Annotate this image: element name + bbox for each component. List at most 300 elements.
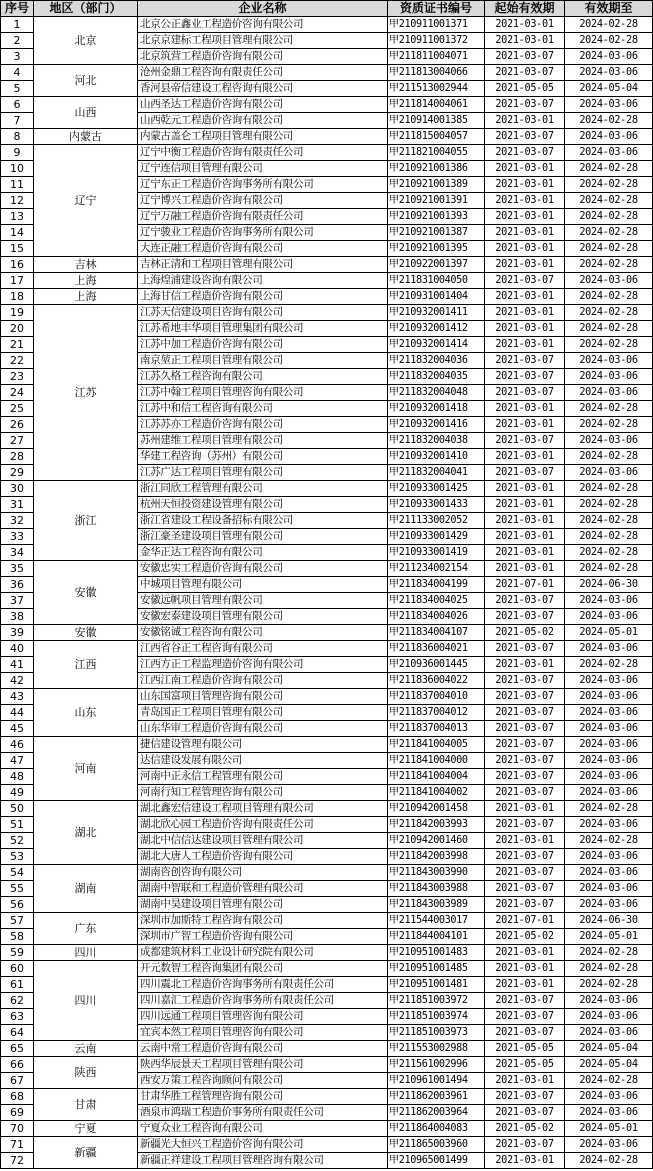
serial-cell: 43 — [1, 689, 34, 705]
serial-cell: 10 — [1, 161, 34, 177]
end-date-cell: 2024-02-28 — [565, 481, 653, 497]
serial-cell: 49 — [1, 785, 34, 801]
start-date-cell: 2021-03-01 — [485, 561, 565, 577]
end-date-cell: 2024-03-06 — [565, 49, 653, 65]
serial-cell: 3 — [1, 49, 34, 65]
certificate-no-cell: 甲210932001416 — [388, 417, 485, 433]
certificate-no-cell: 甲210932001412 — [388, 321, 485, 337]
end-date-cell: 2024-02-28 — [565, 833, 653, 849]
company-name-cell: 河南行知工程管理咨询有限公司 — [138, 785, 388, 801]
certificate-no-cell: 甲210921001386 — [388, 161, 485, 177]
serial-cell: 22 — [1, 353, 34, 369]
certificate-no-cell: 甲211837004012 — [388, 705, 485, 721]
company-name-cell: 湖南中昊建设项目管理有限公司 — [138, 897, 388, 913]
company-name-cell: 江西江南工程造价咨询有限公司 — [138, 673, 388, 689]
table-row — [1, 945, 653, 961]
serial-cell: 48 — [1, 769, 34, 785]
start-date-cell: 2021-03-01 — [485, 833, 565, 849]
end-date-cell: 2024-02-28 — [565, 289, 653, 305]
serial-cell: 31 — [1, 497, 34, 513]
end-date-cell: 2024-05-01 — [565, 929, 653, 945]
certificate-no-cell: 甲211814004061 — [388, 97, 485, 113]
start-date-cell: 2021-03-01 — [485, 193, 565, 209]
start-date-cell: 2021-03-01 — [485, 257, 565, 273]
serial-cell: 30 — [1, 481, 34, 497]
company-name-cell: 辽宁万融工程造价咨询有限责任公司 — [138, 209, 388, 225]
region-cell: 浙江 — [34, 481, 138, 561]
start-date-cell: 2021-03-07 — [485, 673, 565, 689]
company-name-cell: 安徽忠实工程造价咨询有限公司 — [138, 561, 388, 577]
start-date-cell: 2021-03-07 — [485, 737, 565, 753]
company-name-cell: 山西乾元工程造价咨询有限公司 — [138, 113, 388, 129]
region-cell: 河北 — [34, 65, 138, 97]
company-name-cell: 安徽铭诚工程咨询有限公司 — [138, 625, 388, 641]
serial-cell: 4 — [1, 65, 34, 81]
company-name-cell: 山西圣达工程造价咨询有限公司 — [138, 97, 388, 113]
serial-cell: 68 — [1, 1089, 34, 1105]
serial-cell: 57 — [1, 913, 34, 929]
start-date-cell: 2021-03-01 — [485, 497, 565, 513]
certificate-no-cell: 甲210951001485 — [388, 961, 485, 977]
end-date-cell: 2024-02-28 — [565, 977, 653, 993]
certificate-no-cell: 甲211864004083 — [388, 1121, 485, 1137]
certificate-no-cell: 甲211834004026 — [388, 609, 485, 625]
end-date-cell: 2024-02-28 — [565, 209, 653, 225]
certificate-no-cell: 甲210965001499 — [388, 1153, 485, 1169]
start-date-cell: 2021-03-01 — [485, 529, 565, 545]
region-cell: 湖南 — [34, 865, 138, 913]
company-name-cell: 安徽远帆项目管理有限公司 — [138, 593, 388, 609]
start-date-cell: 2021-05-02 — [485, 1121, 565, 1137]
region-cell: 吉林 — [34, 257, 138, 273]
start-date-cell: 2021-03-01 — [485, 401, 565, 417]
start-date-cell: 2021-03-07 — [485, 705, 565, 721]
company-name-cell: 辽宁中衡工程造价咨询有限责任公司 — [138, 145, 388, 161]
table-row — [1, 129, 653, 145]
table-row — [1, 1137, 653, 1153]
end-date-cell: 2024-02-28 — [565, 401, 653, 417]
start-date-cell: 2021-03-07 — [485, 593, 565, 609]
serial-cell: 23 — [1, 369, 34, 385]
end-date-cell: 2024-05-04 — [565, 1041, 653, 1057]
company-name-cell: 湖北鑫宏信建设工程项目管理有限公司 — [138, 801, 388, 817]
certificate-no-cell: 甲210921001389 — [388, 177, 485, 193]
header-start-date: 起始有效期 — [485, 1, 565, 17]
end-date-cell: 2024-03-06 — [565, 1105, 653, 1121]
start-date-cell: 2021-03-07 — [485, 769, 565, 785]
serial-cell: 54 — [1, 865, 34, 881]
certificate-no-cell: 甲211832004038 — [388, 433, 485, 449]
region-cell: 安徽 — [34, 625, 138, 641]
company-name-cell: 江苏希地丰华项目管理集团有限公司 — [138, 321, 388, 337]
company-name-cell: 深圳市加斯特工程咨询有限公司 — [138, 913, 388, 929]
company-name-cell: 酒泉市鸿瑞工程造价事务所有限责任公司 — [138, 1105, 388, 1121]
company-name-cell: 上海甘信工程造价咨询有限公司 — [138, 289, 388, 305]
start-date-cell: 2021-03-07 — [485, 369, 565, 385]
region-cell: 陕西 — [34, 1057, 138, 1089]
table-row — [1, 65, 653, 81]
serial-cell: 65 — [1, 1041, 34, 1057]
company-name-cell: 辽宁骏业工程造价咨询事务所有限公司 — [138, 225, 388, 241]
serial-cell: 59 — [1, 945, 34, 961]
end-date-cell: 2024-02-28 — [565, 945, 653, 961]
company-name-cell: 江苏天信建设项目咨询有限公司 — [138, 305, 388, 321]
serial-cell: 35 — [1, 561, 34, 577]
company-name-cell: 江西方正工程监理造价咨询有限公司 — [138, 657, 388, 673]
certificate-no-cell: 甲210922001397 — [388, 257, 485, 273]
serial-cell: 15 — [1, 241, 34, 257]
serial-cell: 46 — [1, 737, 34, 753]
start-date-cell: 2021-03-07 — [485, 849, 565, 865]
certificate-no-cell: 甲211837004010 — [388, 689, 485, 705]
certificate-no-cell: 甲211133002052 — [388, 513, 485, 529]
company-name-cell: 苏州建维工程项目管理有限公司 — [138, 433, 388, 449]
start-date-cell: 2021-03-01 — [485, 209, 565, 225]
start-date-cell: 2021-03-01 — [485, 241, 565, 257]
company-name-cell: 金华正达工程咨询有限公司 — [138, 545, 388, 561]
table-row — [1, 737, 653, 753]
table-row — [1, 1121, 653, 1137]
company-name-cell: 江苏苏亦工程造价咨询有限公司 — [138, 417, 388, 433]
certificate-no-cell: 甲211513002944 — [388, 81, 485, 97]
serial-cell: 50 — [1, 801, 34, 817]
certificate-no-cell: 甲210914001385 — [388, 113, 485, 129]
start-date-cell: 2021-03-01 — [485, 545, 565, 561]
table-row — [1, 1041, 653, 1057]
company-name-cell: 辽宁东正工程造价咨询事务所有限公司 — [138, 177, 388, 193]
start-date-cell: 2021-03-07 — [485, 49, 565, 65]
table-row — [1, 305, 653, 321]
end-date-cell: 2024-03-06 — [565, 65, 653, 81]
company-name-cell: 浙江豪圣建设项目管理有限公司 — [138, 529, 388, 545]
certificate-no-cell: 甲210921001393 — [388, 209, 485, 225]
certificate-no-cell: 甲210936001445 — [388, 657, 485, 673]
serial-cell: 71 — [1, 1137, 34, 1153]
start-date-cell: 2021-03-01 — [485, 113, 565, 129]
table-row — [1, 145, 653, 161]
company-name-cell: 湖南中智联和工程造价管理有限公司 — [138, 881, 388, 897]
certificate-no-cell: 甲211844004101 — [388, 929, 485, 945]
certificate-no-cell: 甲211834004025 — [388, 593, 485, 609]
company-name-cell: 河南中正永信工程管理有限公司 — [138, 769, 388, 785]
end-date-cell: 2024-03-06 — [565, 273, 653, 289]
certificate-no-cell: 甲211842003993 — [388, 817, 485, 833]
end-date-cell: 2024-02-28 — [565, 961, 653, 977]
certificate-no-cell: 甲210921001391 — [388, 193, 485, 209]
certificate-no-cell: 甲210942001458 — [388, 801, 485, 817]
end-date-cell: 2024-02-28 — [565, 513, 653, 529]
start-date-cell: 2021-03-07 — [485, 97, 565, 113]
start-date-cell: 2021-03-01 — [485, 1153, 565, 1169]
serial-cell: 47 — [1, 753, 34, 769]
company-name-cell: 开元数智工程咨询集团有限公司 — [138, 961, 388, 977]
region-cell: 内蒙古 — [34, 129, 138, 145]
region-cell: 江西 — [34, 641, 138, 689]
certificate-no-cell: 甲210931001404 — [388, 289, 485, 305]
serial-cell: 69 — [1, 1105, 34, 1121]
start-date-cell: 2021-03-01 — [485, 449, 565, 465]
region-cell: 四川 — [34, 961, 138, 1041]
company-name-cell: 浙江同欣工程管理有限公司 — [138, 481, 388, 497]
start-date-cell: 2021-03-07 — [485, 353, 565, 369]
serial-cell: 11 — [1, 177, 34, 193]
start-date-cell: 2021-03-01 — [485, 161, 565, 177]
end-date-cell: 2024-03-06 — [565, 785, 653, 801]
company-name-cell: 湖北大唐人工程造价咨询有限公司 — [138, 849, 388, 865]
end-date-cell: 2024-02-28 — [565, 417, 653, 433]
region-cell: 河南 — [34, 737, 138, 801]
start-date-cell: 2021-03-01 — [485, 337, 565, 353]
serial-cell: 28 — [1, 449, 34, 465]
certificate-no-cell: 甲210933001429 — [388, 529, 485, 545]
end-date-cell: 2024-02-28 — [565, 225, 653, 241]
certificate-no-cell: 甲211851003974 — [388, 1009, 485, 1025]
region-cell: 上海 — [34, 273, 138, 289]
certificate-no-cell: 甲210951001483 — [388, 945, 485, 961]
start-date-cell: 2021-03-01 — [485, 289, 565, 305]
end-date-cell: 2024-03-06 — [565, 817, 653, 833]
header-certificate-no: 资质证书编号 — [388, 1, 485, 17]
serial-cell: 19 — [1, 305, 34, 321]
start-date-cell: 2021-03-01 — [485, 945, 565, 961]
table-row — [1, 865, 653, 881]
serial-cell: 16 — [1, 257, 34, 273]
end-date-cell: 2024-02-28 — [565, 257, 653, 273]
start-date-cell: 2021-03-07 — [485, 1105, 565, 1121]
certificate-no-cell: 甲211544003017 — [388, 913, 485, 929]
serial-cell: 67 — [1, 1073, 34, 1089]
certificate-no-cell: 甲211843003988 — [388, 881, 485, 897]
start-date-cell: 2021-07-01 — [485, 577, 565, 593]
end-date-cell: 2024-02-28 — [565, 321, 653, 337]
certificate-no-cell: 甲211834004107 — [388, 625, 485, 641]
table-row — [1, 17, 653, 33]
end-date-cell: 2024-02-28 — [565, 241, 653, 257]
start-date-cell: 2021-03-01 — [485, 481, 565, 497]
end-date-cell: 2024-02-28 — [565, 561, 653, 577]
end-date-cell: 2024-03-06 — [565, 353, 653, 369]
start-date-cell: 2021-03-01 — [485, 417, 565, 433]
company-name-cell: 香河县帝信建设工程咨询有限公司 — [138, 81, 388, 97]
end-date-cell: 2024-03-06 — [565, 1089, 653, 1105]
serial-cell: 14 — [1, 225, 34, 241]
certificate-no-cell: 甲210932001414 — [388, 337, 485, 353]
company-name-cell: 宁夏众业工程咨询有限公司 — [138, 1121, 388, 1137]
end-date-cell: 2024-03-06 — [565, 993, 653, 1009]
certificate-no-cell: 甲210921001387 — [388, 225, 485, 241]
certificate-no-cell: 甲210932001418 — [388, 401, 485, 417]
serial-cell: 38 — [1, 609, 34, 625]
company-name-cell: 捷信建设管理有限公司 — [138, 737, 388, 753]
start-date-cell: 2021-05-02 — [485, 625, 565, 641]
company-name-cell: 甘肃华胜工程管理咨询有限公司 — [138, 1089, 388, 1105]
company-name-cell: 北京公正鑫业工程造价咨询有限公司 — [138, 17, 388, 33]
end-date-cell: 2024-02-28 — [565, 497, 653, 513]
end-date-cell: 2024-03-06 — [565, 721, 653, 737]
table-row — [1, 289, 653, 305]
company-name-cell: 江苏久格工程咨询有限公司 — [138, 369, 388, 385]
certificate-no-cell: 甲211841004000 — [388, 753, 485, 769]
header-end-date: 有效期至 — [565, 1, 653, 17]
start-date-cell: 2021-03-01 — [485, 305, 565, 321]
certificate-no-cell: 甲210932001411 — [388, 305, 485, 321]
serial-cell: 29 — [1, 465, 34, 481]
end-date-cell: 2024-02-28 — [565, 545, 653, 561]
start-date-cell: 2021-05-05 — [485, 1041, 565, 1057]
end-date-cell: 2024-03-06 — [565, 369, 653, 385]
region-cell: 湖北 — [34, 801, 138, 865]
certificate-no-cell: 甲211865003960 — [388, 1137, 485, 1153]
certificate-no-cell: 甲211834004199 — [388, 577, 485, 593]
end-date-cell: 2024-02-28 — [565, 529, 653, 545]
serial-cell: 51 — [1, 817, 34, 833]
serial-cell: 66 — [1, 1057, 34, 1073]
certificate-no-cell: 甲211837004013 — [388, 721, 485, 737]
end-date-cell: 2024-03-06 — [565, 737, 653, 753]
serial-cell: 7 — [1, 113, 34, 129]
company-name-cell: 青岛国正工程项目管理有限公司 — [138, 705, 388, 721]
serial-cell: 8 — [1, 129, 34, 145]
header-region: 地区（部门） — [34, 1, 138, 17]
certificate-no-cell: 甲211832004036 — [388, 353, 485, 369]
company-name-cell: 北京京建标工程项目管理有限公司 — [138, 33, 388, 49]
region-cell: 新疆 — [34, 1137, 138, 1169]
table-row — [1, 913, 653, 929]
table-row — [1, 1089, 653, 1105]
serial-cell: 70 — [1, 1121, 34, 1137]
certificate-no-cell: 甲211811004071 — [388, 49, 485, 65]
region-cell: 江苏 — [34, 305, 138, 481]
certificate-no-cell: 甲211815004057 — [388, 129, 485, 145]
certificate-no-cell: 甲211841004005 — [388, 737, 485, 753]
start-date-cell: 2021-05-02 — [485, 929, 565, 945]
serial-cell: 45 — [1, 721, 34, 737]
certificate-no-cell: 甲210951001481 — [388, 977, 485, 993]
serial-cell: 5 — [1, 81, 34, 97]
end-date-cell: 2024-03-06 — [565, 129, 653, 145]
company-name-cell: 北京筑营工程造价咨询有限公司 — [138, 49, 388, 65]
end-date-cell: 2024-03-06 — [565, 1137, 653, 1153]
serial-cell: 39 — [1, 625, 34, 641]
start-date-cell: 2021-03-07 — [485, 753, 565, 769]
company-name-cell: 新疆正祥建设工程项目管理咨询有限公司 — [138, 1153, 388, 1169]
table-row — [1, 801, 653, 817]
serial-cell: 26 — [1, 417, 34, 433]
end-date-cell: 2024-05-01 — [565, 1121, 653, 1137]
serial-cell: 64 — [1, 1025, 34, 1041]
end-date-cell: 2024-03-06 — [565, 753, 653, 769]
start-date-cell: 2021-03-07 — [485, 817, 565, 833]
start-date-cell: 2021-03-07 — [485, 721, 565, 737]
start-date-cell: 2021-03-07 — [485, 1025, 565, 1041]
start-date-cell: 2021-03-07 — [485, 689, 565, 705]
serial-cell: 61 — [1, 977, 34, 993]
company-name-cell: 四川远通工程项目管理咨询有限公司 — [138, 1009, 388, 1025]
end-date-cell: 2024-03-06 — [565, 609, 653, 625]
table-row — [1, 273, 653, 289]
company-name-cell: 成都建筑材料工业设计研究院有限公司 — [138, 945, 388, 961]
end-date-cell: 2024-03-06 — [565, 673, 653, 689]
company-name-cell: 江西省谷正工程咨询有限公司 — [138, 641, 388, 657]
end-date-cell: 2024-03-06 — [565, 1009, 653, 1025]
region-cell: 山西 — [34, 97, 138, 129]
certificate-no-cell: 甲210933001419 — [388, 545, 485, 561]
end-date-cell: 2024-03-06 — [565, 689, 653, 705]
company-name-cell: 湖北中信信达建设项目管理有限公司 — [138, 833, 388, 849]
end-date-cell: 2024-03-06 — [565, 433, 653, 449]
end-date-cell: 2024-02-28 — [565, 1153, 653, 1169]
serial-cell: 62 — [1, 993, 34, 1009]
start-date-cell: 2021-05-05 — [485, 81, 565, 97]
serial-cell: 58 — [1, 929, 34, 945]
end-date-cell: 2024-02-28 — [565, 657, 653, 673]
region-cell: 宁夏 — [34, 1121, 138, 1137]
company-name-cell: 达信建设发展有限公司 — [138, 753, 388, 769]
start-date-cell: 2021-03-07 — [485, 881, 565, 897]
serial-cell: 60 — [1, 961, 34, 977]
end-date-cell: 2024-03-06 — [565, 897, 653, 913]
table-row — [1, 961, 653, 977]
end-date-cell: 2024-05-04 — [565, 81, 653, 97]
company-name-cell: 辽宁连信项目管理有限公司 — [138, 161, 388, 177]
certificate-no-cell: 甲210932001410 — [388, 449, 485, 465]
start-date-cell: 2021-03-01 — [485, 177, 565, 193]
start-date-cell: 2021-03-01 — [485, 17, 565, 33]
certificate-no-cell: 甲211832004041 — [388, 465, 485, 481]
serial-cell: 18 — [1, 289, 34, 305]
start-date-cell: 2021-03-07 — [485, 1089, 565, 1105]
end-date-cell: 2024-05-04 — [565, 1057, 653, 1073]
certificate-no-cell: 甲211841004002 — [388, 785, 485, 801]
end-date-cell: 2024-05-01 — [565, 625, 653, 641]
company-name-cell: 江苏中和信工程咨询有限公司 — [138, 401, 388, 417]
serial-cell: 27 — [1, 433, 34, 449]
end-date-cell: 2024-06-30 — [565, 577, 653, 593]
end-date-cell: 2024-03-06 — [565, 769, 653, 785]
company-name-cell: 湖北欣心园工程造价咨询有限责任公司 — [138, 817, 388, 833]
region-cell: 安徽 — [34, 561, 138, 625]
certificate-no-cell: 甲211843003990 — [388, 865, 485, 881]
certificate-no-cell: 甲211836004022 — [388, 673, 485, 689]
serial-cell: 40 — [1, 641, 34, 657]
start-date-cell: 2021-03-07 — [485, 641, 565, 657]
start-date-cell: 2021-03-07 — [485, 897, 565, 913]
table-row — [1, 625, 653, 641]
end-date-cell: 2024-02-28 — [565, 113, 653, 129]
table-row — [1, 1057, 653, 1073]
certificate-no-cell: 甲211842003998 — [388, 849, 485, 865]
company-name-cell: 江苏中加工程造价咨询有限公司 — [138, 337, 388, 353]
region-cell: 山东 — [34, 689, 138, 737]
end-date-cell: 2024-03-06 — [565, 849, 653, 865]
company-name-cell: 新疆光大恒兴工程造价咨询有限公司 — [138, 1137, 388, 1153]
certificate-no-cell: 甲211843003989 — [388, 897, 485, 913]
certificate-no-cell: 甲210911001371 — [388, 17, 485, 33]
certificate-no-cell: 甲210961001494 — [388, 1073, 485, 1089]
certificate-no-cell: 甲211832004035 — [388, 369, 485, 385]
end-date-cell: 2024-03-06 — [565, 881, 653, 897]
end-date-cell: 2024-02-28 — [565, 337, 653, 353]
start-date-cell: 2021-03-07 — [485, 129, 565, 145]
end-date-cell: 2024-02-28 — [565, 33, 653, 49]
certificate-no-cell: 甲211553002988 — [388, 1041, 485, 1057]
serial-cell: 36 — [1, 577, 34, 593]
start-date-cell: 2021-03-01 — [485, 977, 565, 993]
end-date-cell: 2024-02-28 — [565, 1073, 653, 1089]
certificate-no-cell: 甲211813004066 — [388, 65, 485, 81]
company-name-cell: 江苏广达工程项目管理有限公司 — [138, 465, 388, 481]
region-cell: 北京 — [34, 17, 138, 65]
